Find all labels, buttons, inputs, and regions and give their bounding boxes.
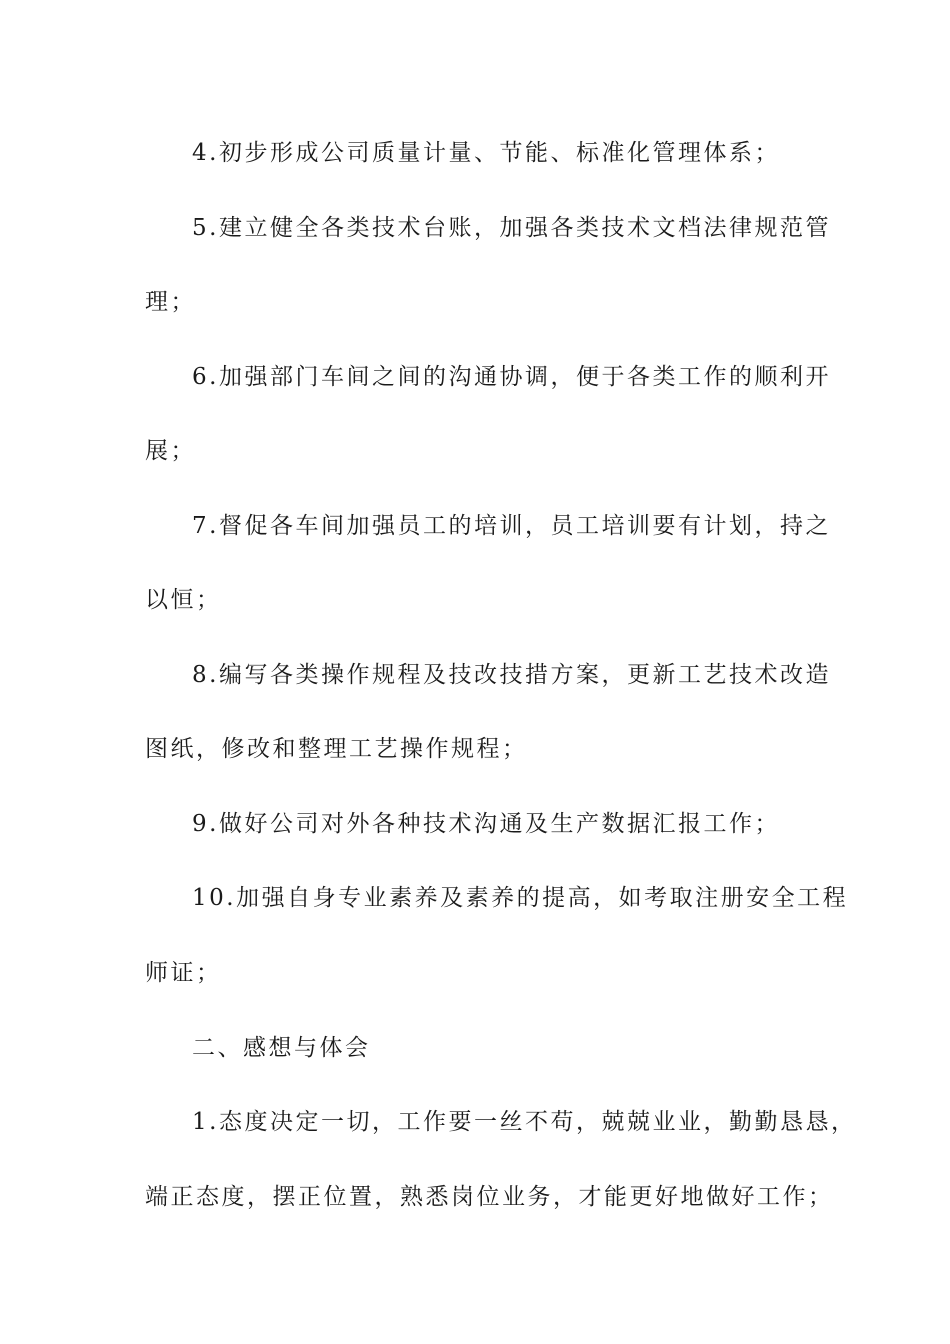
paragraph-8-line-1: 8.编写各类操作规程及技改技措方案，更新工艺技术改造 xyxy=(192,662,831,688)
section-item-1-line-1: 1.态度决定一切，工作要一丝不苟，兢兢业业，勤勤恳恳， xyxy=(192,1109,857,1135)
paragraph-6-line-1: 6.加强部门车间之间的沟通协调，便于各类工作的顺利开 xyxy=(192,364,831,390)
paragraph-8-line-2: 图纸，修改和整理工艺操作规程； xyxy=(145,736,528,762)
paragraph-5-line-2: 理； xyxy=(145,289,196,315)
section-heading: 二、感想与体会 xyxy=(192,1035,371,1061)
paragraph-7-line-1: 7.督促各车间加强员工的培训，员工培训要有计划，持之 xyxy=(192,513,831,539)
paragraph-10-line-2: 师证； xyxy=(145,960,222,986)
paragraph-5-line-1: 5.建立健全各类技术台账，加强各类技术文档法律规范管 xyxy=(192,215,831,241)
paragraph-10-line-1: 10.加强自身专业素养及素养的提高，如考取注册安全工程 xyxy=(192,885,849,911)
paragraph-6-line-2: 展； xyxy=(145,438,196,464)
paragraph-4-line-1: 4.初步形成公司质量计量、节能、标准化管理体系； xyxy=(192,140,780,166)
paragraph-9-line-1: 9.做好公司对外各种技术沟通及生产数据汇报工作； xyxy=(192,811,780,837)
paragraph-7-line-2: 以恒； xyxy=(145,587,222,613)
section-item-1-line-2: 端正态度，摆正位置，熟悉岗位业务，才能更好地做好工作； xyxy=(145,1184,834,1210)
